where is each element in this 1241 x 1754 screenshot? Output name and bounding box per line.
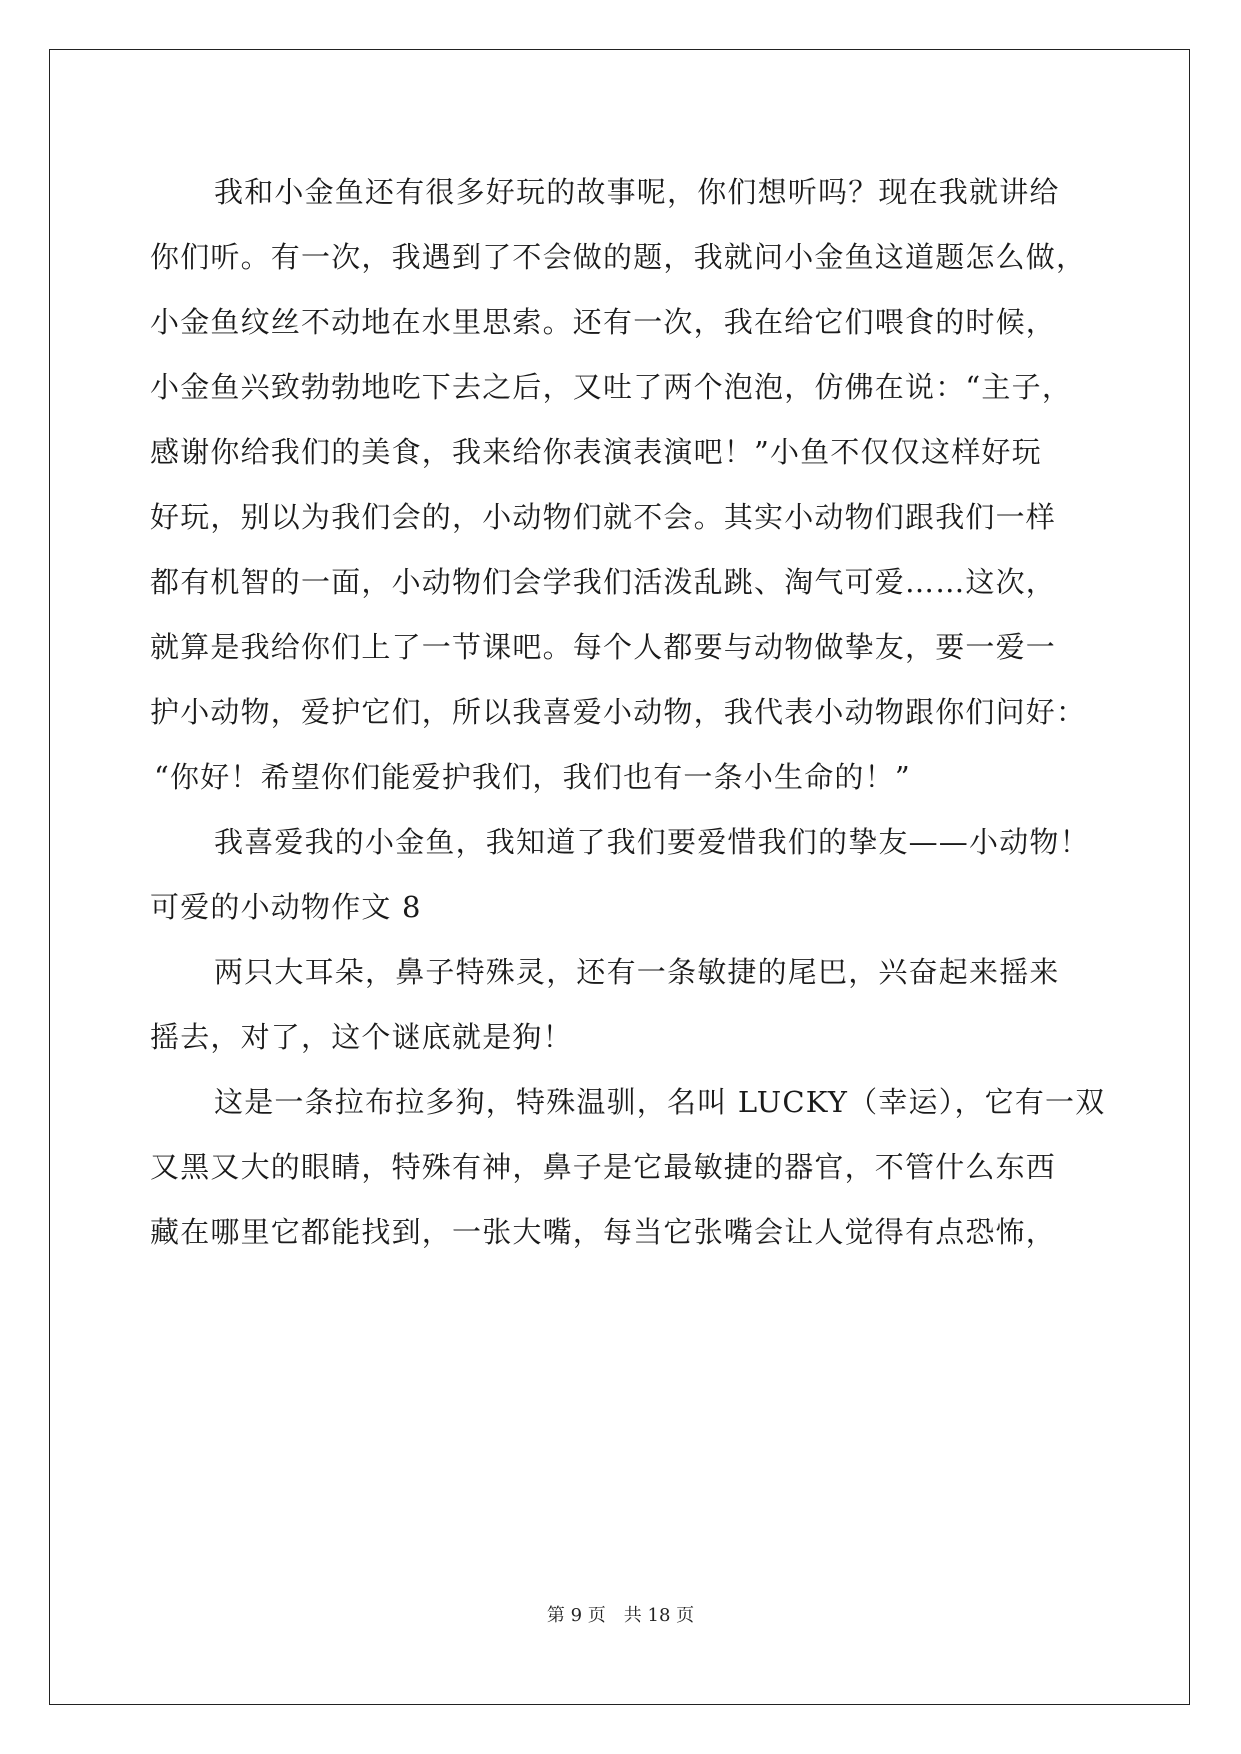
paragraph-line: 两只大耳朵，鼻子特殊灵，还有一条敏捷的尾巴，兴奋起来摇来	[214, 955, 1060, 989]
paragraph-line: 摇去，对了，这个谜底就是狗！	[150, 1020, 573, 1054]
paragraph-line: 护小动物，爱护它们，所以我喜爱小动物，我代表小动物跟你们问好：	[150, 695, 1087, 729]
document-body	[150, 160, 1110, 1265]
paragraph-line: 藏在哪里它都能找到，一张大嘴，每当它张嘴会让人觉得有点恐怖，	[150, 1215, 1057, 1249]
paragraph-line: 小金鱼纹丝不动地在水里思索。还有一次，我在给它们喂食的时候，	[150, 305, 1057, 339]
paragraph-line: 我喜爱我的小金鱼，我知道了我们要爱惜我们的挚友——小动物！	[214, 825, 1090, 859]
paragraph-line: 好玩，别以为我们会的，小动物们就不会。其实小动物们跟我们一样	[150, 500, 1057, 534]
paragraph-line: 小金鱼兴致勃勃地吃下去之后，又吐了两个泡泡，仿佛在说：“主子，	[150, 370, 1073, 404]
paragraph-line: 这是一条拉布拉多狗，特殊温驯，名叫 LUCKY（幸运），它有一双	[214, 1085, 1106, 1119]
paragraph-line: 就算是我给你们上了一节课吧。每个人都要与动物做挚友，要一爱一	[150, 630, 1057, 664]
page-number-footer: 第 9 页 共 18 页	[546, 1605, 695, 1626]
paragraph-line: 都有机智的一面，小动物们会学我们活泼乱跳、淘气可爱……这次，	[150, 565, 1057, 599]
paragraph-line: 感谢你给我们的美食，我来给你表演表演吧！”小鱼不仅仅这样好玩	[150, 435, 1042, 469]
section-heading: 可爱的小动物作文 8	[150, 890, 422, 924]
paragraph-line: 又黑又大的眼睛，特殊有神，鼻子是它最敏捷的器官，不管什么东西	[150, 1150, 1057, 1184]
paragraph-line: 我和小金鱼还有很多好玩的故事呢，你们想听吗？现在我就讲给	[214, 175, 1060, 209]
paragraph-line: “你好！希望你们能爱护我们，我们也有一条小生命的！”	[154, 760, 911, 794]
paragraph-line: 你们听。有一次，我遇到了不会做的题，我就问小金鱼这道题怎么做，	[150, 240, 1087, 274]
